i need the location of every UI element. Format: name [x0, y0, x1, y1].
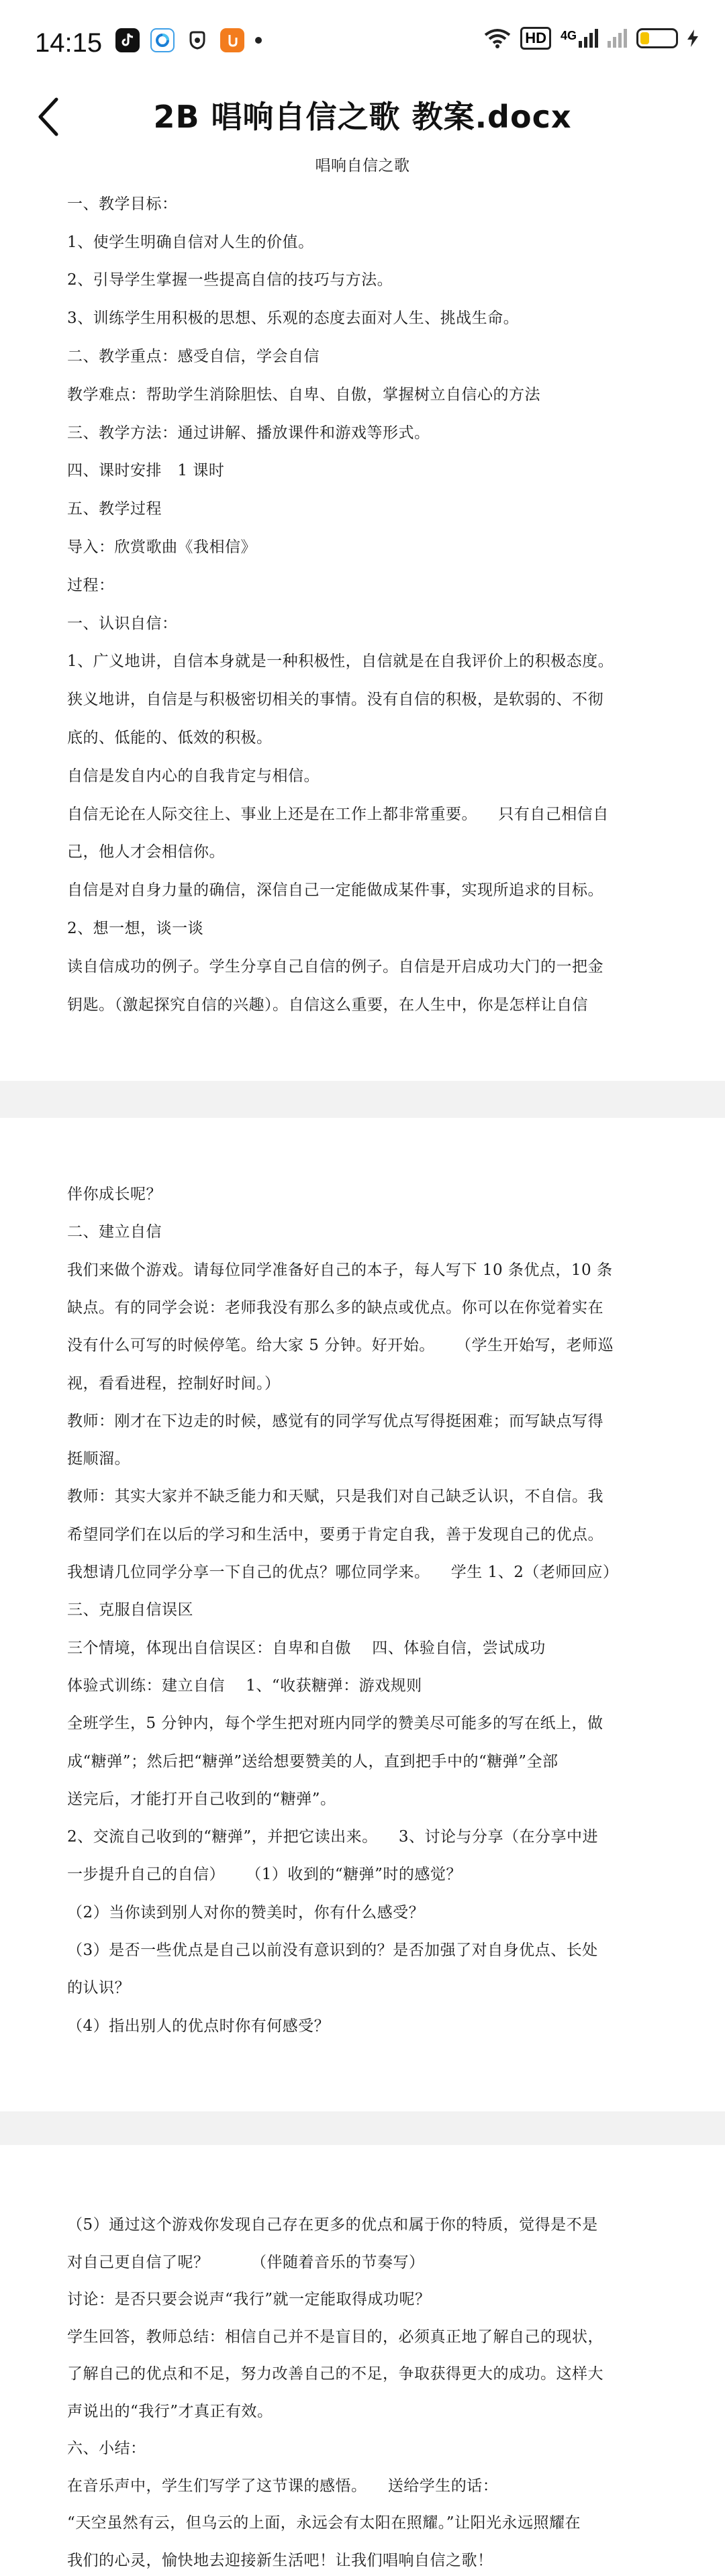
document-text-line: 二、建立自信 — [67, 1223, 162, 1241]
browser-icon — [150, 28, 175, 52]
document-text-line: 希望同学们在以后的学习和生活中，要勇于肯定自我，善于发现自己的优点。 — [67, 1525, 603, 1543]
document-text-line: 挺顺溜。 — [67, 1450, 130, 1468]
charging-icon — [687, 30, 698, 47]
document-text-line: （4）指出别人的优点时你有何感受？ — [67, 2017, 330, 2035]
document-title: 2B 唱响自信之歌 教案.docx — [153, 99, 572, 135]
document-text-line: 读自信成功的例子。学生分享自己自信的例子。自信是开启成功大门的一把金 — [67, 957, 603, 975]
document-text-line: 2、想一想，谈一谈 — [67, 920, 204, 937]
document-text-line: （5）通过这个游戏你发现自己存在更多的优点和属于你的特质，觉得是不是 — [67, 2216, 598, 2234]
status-bar — [0, 0, 725, 87]
document-text-line: （2）当你读到别人对你的赞美时，你有什么感受？ — [67, 1903, 425, 1921]
signal-4g-icon — [561, 29, 598, 48]
document-text-line: 二、教学重点：感受自信，学会自信 — [67, 348, 320, 365]
document-text-line: 我想请几位同学分享一下自己的优点？哪位同学来。 学生 1、2（老师回应） — [67, 1564, 619, 1581]
document-text-line: 导入：欣赏歌曲《我相信》 — [67, 538, 256, 556]
document-text-line: 底的、低能的、低效的积极。 — [67, 729, 273, 747]
document-text-line: 没有什么可写的时候停笔。给大家 5 分钟。好开始。 （学生开始写，老师巡 — [67, 1337, 614, 1355]
orange-app-icon — [220, 28, 244, 52]
document-text-line: 三、教学方法：通过讲解、播放课件和游戏等形式。 — [67, 424, 430, 442]
document-text-line: 在音乐声中，学生们写学了这节课的感悟。 送给学生的话： — [67, 2477, 499, 2495]
tiktok-icon — [115, 28, 140, 52]
signal-no-sim-icon — [608, 29, 627, 48]
document-text-line: （3）是否一些优点是自己以前没有意识到的？是否加强了对自身优点、长处 — [67, 1942, 598, 1959]
battery-icon — [636, 28, 678, 48]
document-text-line: 教师：其实大家并不缺乏能力和天赋，只是我们对自己缺乏认识，不自信。我 — [67, 1488, 603, 1506]
document-text-line: 狭义地讲，自信是与积极密切相关的事情。没有自信的积极，是软弱的、不彻 — [67, 691, 603, 709]
document-header — [0, 87, 725, 148]
hd-badge: HD — [520, 27, 551, 50]
document-text-line: 四、课时安排 1 课时 — [67, 462, 225, 480]
document-text-line: 一步提升自己的自信） （1）收到的“糖弹”时的感觉？ — [67, 1866, 462, 1884]
document-text-line: 的认识？ — [67, 1979, 130, 1997]
document-text-line: 1、使学生明确自信对人生的价值。 — [67, 233, 314, 251]
document-text-line: 我们的心灵，愉快地去迎接新生活吧！让我们唱响自信之歌！ — [67, 2551, 493, 2569]
document-text-line: 送完后，才能打开自己收到的“糖弹”。 — [67, 1790, 336, 1808]
document-text-line: 教学难点：帮助学生消除胆怯、自卑、自傲，掌握树立自信心的方法 — [67, 385, 540, 403]
document-heading: 唱响自信之歌 — [315, 157, 410, 175]
wifi-icon — [484, 28, 511, 48]
document-text-line: 全班学生，5 分钟内，每个学生把对班内同学的赞美尽可能多的写在纸上，做 — [67, 1715, 603, 1733]
document-text-line: 成“糖弹”；然后把“糖弹”送给想要赞美的人，直到把手中的“糖弹”全部 — [67, 1752, 559, 1770]
status-time: 14:15 — [35, 28, 103, 58]
document-text-line: 一、认识自信： — [67, 614, 178, 632]
document-text-line: 缺点。有的同学会说：老师我没有那么多的缺点或优点。你可以在你觉着实在 — [67, 1298, 603, 1317]
document-text-line: 过程： — [67, 576, 115, 594]
document-text-line: 2、交流自己收到的“糖弹”，并把它读出来。 3、讨论与分享（在分享中进 — [67, 1828, 599, 1846]
document-text-line: 三、克服自信误区 — [67, 1601, 193, 1619]
document-text-line: 自信无论在人际交往上、事业上还是在工作上都非常重要。 只有自己相信自 — [67, 805, 609, 823]
document-text-line: 视，看看进程，控制好时间。） — [67, 1374, 281, 1392]
page-separator — [0, 2111, 725, 2145]
page-separator — [0, 1081, 725, 1118]
status-indicators — [484, 27, 698, 50]
document-text-line: 伴你成长呢？ — [67, 1186, 162, 1203]
document-text-line: 3、训练学生用积极的思想、乐观的态度去面对人生、挑战生命。 — [67, 309, 520, 328]
status-app-icons — [115, 28, 262, 52]
document-page-1[interactable] — [0, 148, 725, 1081]
document-page-2[interactable] — [0, 1118, 725, 2111]
document-text-line: 一、教学目标： — [67, 195, 178, 213]
document-text-line: 钥匙。（激起探究自信的兴趣）。自信这么重要，在人生中，你是怎样让自信 — [67, 996, 588, 1014]
document-text-line: 声说出的“我行”才真正有效。 — [67, 2402, 273, 2420]
document-text-line: 我们来做个游戏。请每位同学准备好自己的本子，每人写下 10 条优点，10 条 — [67, 1261, 613, 1279]
document-text-line: 六、小结： — [67, 2440, 146, 2457]
document-text-line: 对自己更自信了呢？ （伴随着音乐的节奏写） — [67, 2253, 425, 2271]
network-type-label: 4G — [560, 29, 577, 42]
document-text-line: 1、广义地讲，自信本身就是一种积极性，自信就是在自我评价上的积极态度。 — [67, 653, 614, 671]
document-text-line: 教师：刚才在下边走的时候，感觉有的同学写优点写得挺困难；而写缺点写得 — [67, 1412, 603, 1430]
shield-app-icon — [185, 28, 209, 52]
document-text-line: 2、引导学生掌握一些提高自信的技巧与方法。 — [67, 271, 393, 289]
document-text-line: 五、教学过程 — [67, 500, 162, 518]
document-text-line: “天空虽然有云，但乌云的上面，永远会有太阳在照耀。”让阳光永远照耀在 — [67, 2514, 581, 2532]
document-text-line: 自信是对自身力量的确信，深信自己一定能做成某件事，实现所追求的目标。 — [67, 881, 603, 900]
notification-dot-icon — [255, 37, 262, 44]
document-text-line: 己，他人才会相信你。 — [67, 843, 225, 861]
document-text-line: 体验式训练：建立自信 1、“收获糖弹：游戏规则 — [67, 1676, 422, 1695]
document-text-line: 自信是发自内心的自我肯定与相信。 — [67, 767, 320, 785]
document-text-line: 讨论：是否只要会说声“我行”就一定能取得成功呢？ — [67, 2291, 431, 2308]
document-page-3[interactable] — [0, 2145, 725, 2576]
document-text-line: 学生回答，教师总结：相信自己并不是盲目的，必须真正地了解自己的现状， — [67, 2328, 603, 2346]
document-text-line: 三个情境，体现出自信误区：自卑和自傲 四、体验自信，尝试成功 — [67, 1639, 546, 1657]
document-text-line: 了解自己的优点和不足，努力改善自己的不足，争取获得更大的成功。这样大 — [67, 2365, 603, 2383]
